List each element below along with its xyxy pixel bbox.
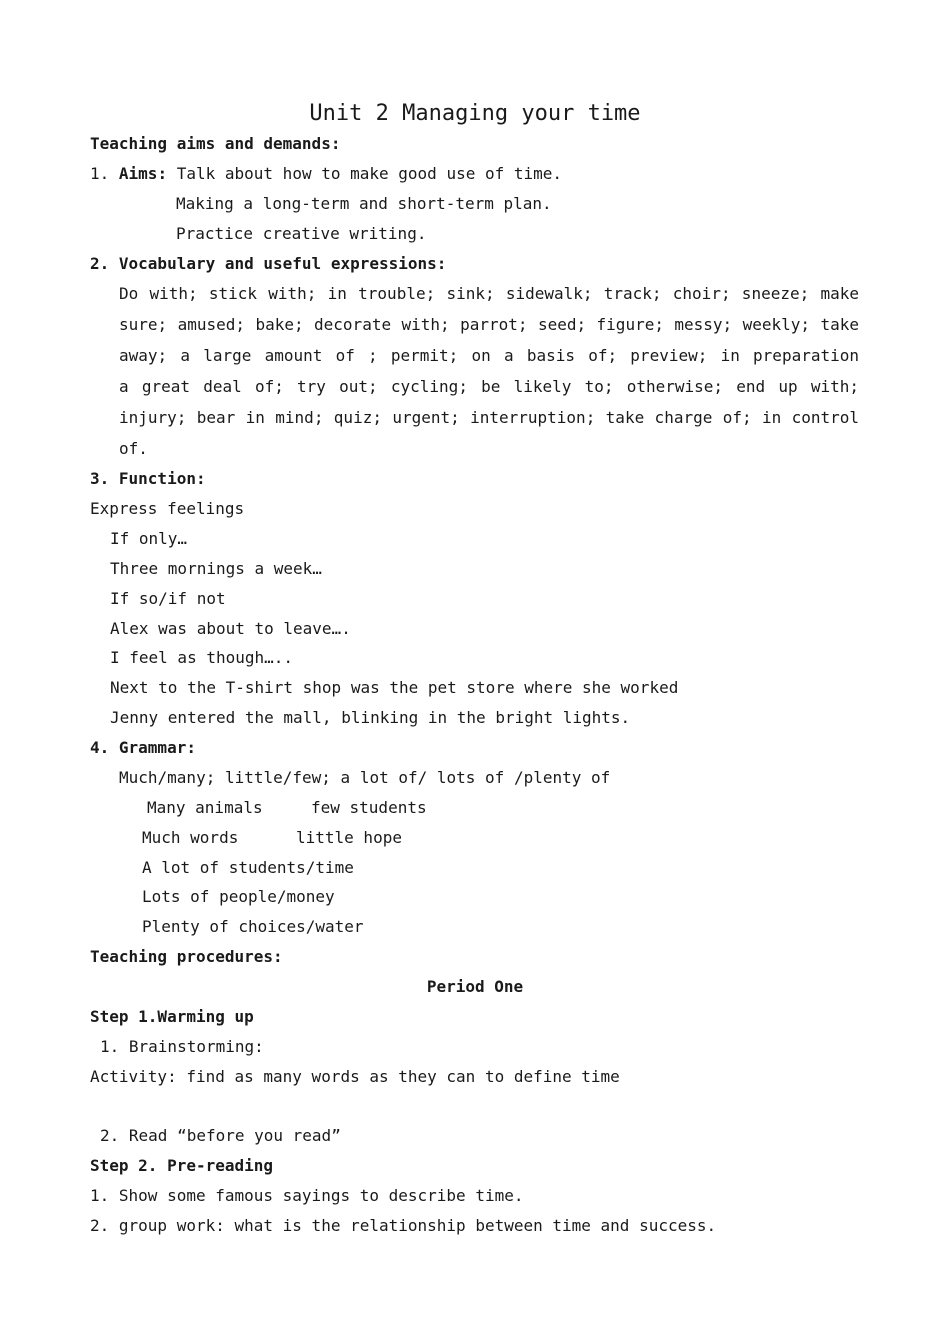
vocabulary-line: sure; amused; bake; decorate with; parrot; seed; figure; messy; weekly; take xyxy=(119,315,859,334)
vocabulary-line: a great deal of; try out; cycling; be likely to; otherwise; end up with; xyxy=(119,377,859,396)
function-item: Jenny entered the mall, blinking in the bright lights. xyxy=(110,708,631,727)
vocabulary-heading: 2. Vocabulary and useful expressions: xyxy=(90,254,447,273)
aims-number: 1. xyxy=(90,164,119,183)
grammar-example: Lots of people/money xyxy=(142,887,335,906)
step-1-item: 2. Read “before you read” xyxy=(100,1126,341,1145)
function-item: Alex was about to leave…. xyxy=(110,619,351,638)
aims-item: Making a long-term and short-term plan. xyxy=(176,194,552,213)
aims-item: Practice creative writing. xyxy=(176,224,427,243)
grammar-example: Plenty of choices/water xyxy=(142,917,364,936)
function-intro: Express feelings xyxy=(90,499,245,518)
grammar-example: Many animals xyxy=(147,798,263,817)
vocabulary-line: of. xyxy=(119,439,148,458)
document-title: Unit 2 Managing your time xyxy=(309,101,641,126)
function-item: Three mornings a week… xyxy=(110,559,322,578)
function-item: If only… xyxy=(110,529,188,548)
aims-heading: Teaching aims and demands: xyxy=(90,134,341,153)
procedures-heading: Teaching procedures: xyxy=(90,947,283,966)
vocabulary-line: injury; bear in mind; quiz; urgent; interruption; take charge of; in control xyxy=(119,408,859,427)
vocabulary-line: Do with; stick with; in trouble; sink; sidewalk; track; choir; sneeze; make xyxy=(119,284,859,303)
function-item: If so/if not xyxy=(110,589,226,608)
function-item: I feel as though….. xyxy=(110,648,294,667)
step-1-heading: Step 1.Warming up xyxy=(90,1007,254,1026)
step-2-item: 1. Show some famous sayings to describe time. xyxy=(90,1186,524,1205)
function-item: Next to the T-shirt shop was the pet store where she worked xyxy=(110,678,679,697)
step-1-activity: Activity: find as many words as they can to define time xyxy=(90,1067,620,1086)
grammar-example: Much words xyxy=(142,828,239,847)
grammar-example: A lot of students/time xyxy=(142,858,354,877)
grammar-summary: Much/many; little/few; a lot of/ lots of /plenty of xyxy=(119,768,611,787)
step-2-heading: Step 2. Pre-reading xyxy=(90,1156,274,1175)
aims-line-1 xyxy=(90,164,562,184)
step-1-item: 1. Brainstorming: xyxy=(100,1037,264,1056)
step-2-item: 2. group work: what is the relationship between time and success. xyxy=(90,1216,717,1235)
function-heading: 3. Function: xyxy=(90,469,206,488)
grammar-heading: 4. Grammar: xyxy=(90,738,196,757)
aims-label: Aims: xyxy=(118,164,168,183)
period-heading: Period One xyxy=(426,977,524,996)
vocabulary-line: away; a large amount of ; permit; on a basis of; preview; in preparation xyxy=(119,346,859,365)
grammar-example: few students xyxy=(311,798,427,817)
grammar-example: little hope xyxy=(296,828,402,847)
aims-item: Talk about how to make good use of time. xyxy=(176,164,563,183)
